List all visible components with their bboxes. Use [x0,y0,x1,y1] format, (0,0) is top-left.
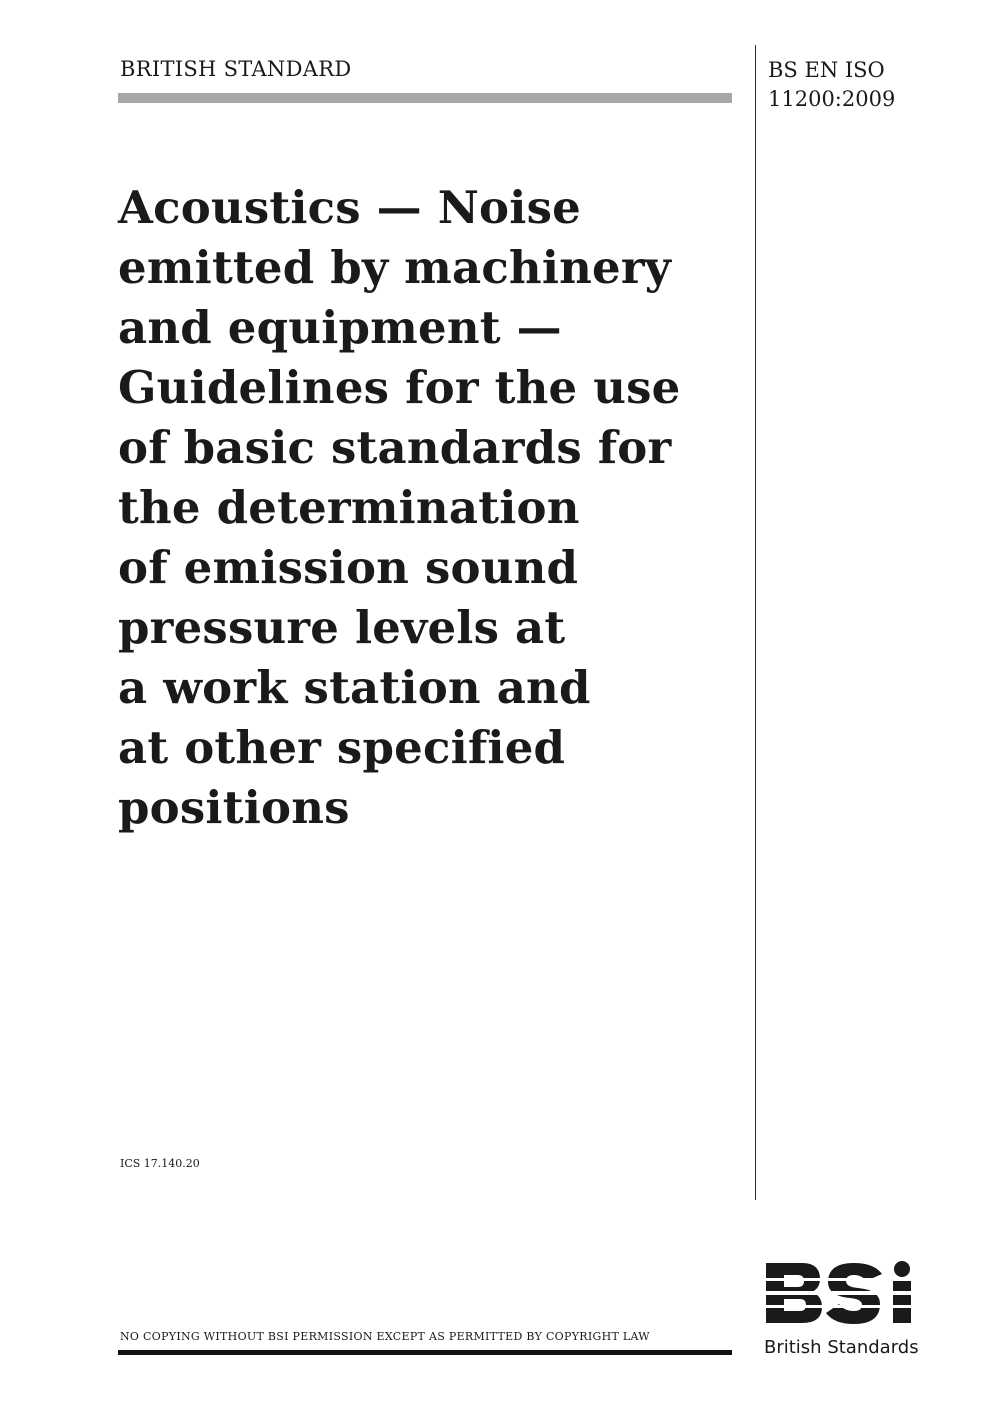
title-line: pressure levels at [118,601,566,654]
standard-number [768,56,895,114]
document-title [118,178,738,838]
vertical-rule [755,45,756,1200]
logo-letter-b [766,1263,822,1323]
title-line: Guidelines for the use [118,361,681,414]
header-rule [118,93,732,103]
bsi-logo-mark [762,1260,937,1330]
title-line: at other specified [118,721,566,774]
ics-code: ICS 17.140.20 [120,1157,200,1170]
logo-caption: British Standards [764,1337,919,1358]
title-line: Acoustics — Noise [118,181,581,234]
standard-number-line-2: 11200:2009 [768,87,896,111]
title-line: a work station and [118,661,591,714]
title-line: of basic standards for [118,421,672,474]
bottom-rule [118,1350,732,1355]
title-line: of emission sound [118,541,579,594]
series-label: BRITISH STANDARD [120,57,352,81]
copyright-notice: NO COPYING WITHOUT BSI PERMISSION EXCEPT AS PERMITTED BY COPYRIGHT LAW [120,1330,650,1343]
title-line: positions [118,781,350,834]
title-line: emitted by machinery [118,241,672,294]
standard-number-line-1: BS EN ISO [768,58,885,82]
logo-letter-s [824,1263,884,1324]
title-line: and equipment — [118,301,562,354]
logo-letter-i [890,1261,914,1323]
title-line: the determination [118,481,580,534]
